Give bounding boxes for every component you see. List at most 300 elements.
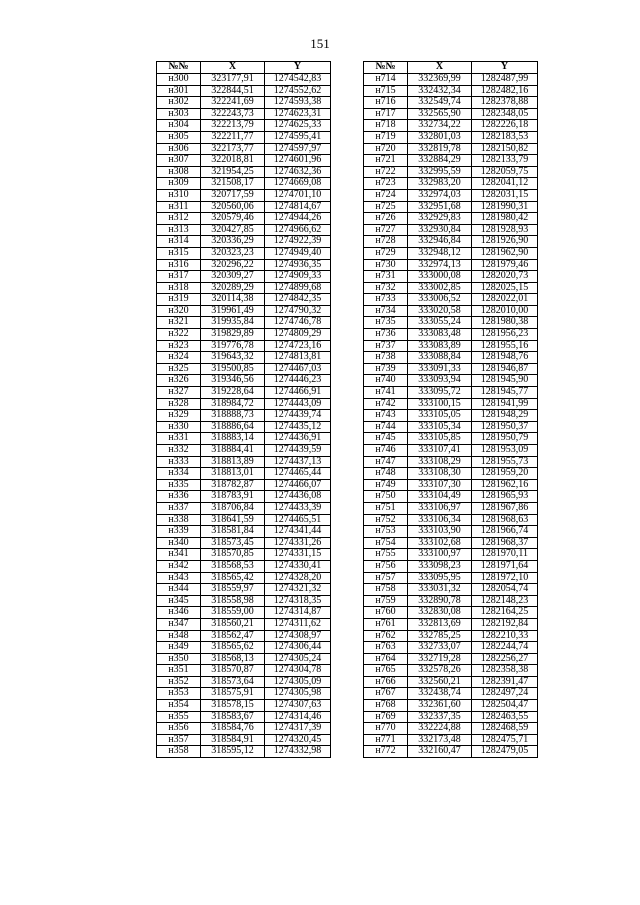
- y-coordinate-cell: 1274465,44: [265, 468, 331, 480]
- point-id-cell: н771: [364, 734, 408, 746]
- point-id-cell: н759: [364, 595, 408, 607]
- column-header-y: Y: [265, 62, 331, 74]
- table-row: [157, 97, 331, 109]
- y-coordinate-cell: 1282487,99: [472, 74, 538, 86]
- y-coordinate-cell: 1274701,10: [265, 189, 331, 201]
- point-id-cell: н342: [157, 560, 201, 572]
- x-coordinate-cell: 318641,59: [201, 514, 265, 526]
- table-row: [157, 282, 331, 294]
- y-coordinate-cell: 1281946,87: [472, 363, 538, 375]
- coordinates-table-right: [363, 61, 538, 758]
- y-coordinate-cell: 1274321,32: [265, 584, 331, 596]
- y-coordinate-cell: 1274439,74: [265, 410, 331, 422]
- point-id-cell: н331: [157, 433, 201, 445]
- x-coordinate-cell: 333102,68: [408, 537, 472, 549]
- y-coordinate-cell: 1281966,74: [472, 526, 538, 538]
- point-id-cell: н741: [364, 387, 408, 399]
- point-id-cell: н739: [364, 363, 408, 375]
- x-coordinate-cell: 333000,08: [408, 271, 472, 283]
- y-coordinate-cell: 1281945,77: [472, 387, 538, 399]
- table-row: [157, 340, 331, 352]
- y-coordinate-cell: 1281962,90: [472, 247, 538, 259]
- point-id-cell: н746: [364, 445, 408, 457]
- table-row: [157, 468, 331, 480]
- point-id-cell: н354: [157, 700, 201, 712]
- table-row: [364, 688, 538, 700]
- x-coordinate-cell: 333093,94: [408, 375, 472, 387]
- y-coordinate-cell: 1282183,53: [472, 131, 538, 143]
- point-id-cell: н738: [364, 352, 408, 364]
- x-coordinate-cell: 320114,38: [201, 294, 265, 306]
- table-row: [364, 271, 538, 283]
- point-id-cell: н315: [157, 247, 201, 259]
- x-coordinate-cell: 333020,58: [408, 305, 472, 317]
- y-coordinate-cell: 1274308,97: [265, 630, 331, 642]
- x-coordinate-cell: 332801,03: [408, 131, 472, 143]
- y-coordinate-cell: 1274437,13: [265, 456, 331, 468]
- point-id-cell: н762: [364, 630, 408, 642]
- table-row: [157, 224, 331, 236]
- table-row: [157, 630, 331, 642]
- table-row: [364, 85, 538, 97]
- table-row: [157, 259, 331, 271]
- point-id-cell: н731: [364, 271, 408, 283]
- x-coordinate-cell: 318813,01: [201, 468, 265, 480]
- x-coordinate-cell: 333105,34: [408, 421, 472, 433]
- point-id-cell: н718: [364, 120, 408, 132]
- y-coordinate-cell: 1282054,74: [472, 584, 538, 596]
- y-coordinate-cell: 1281980,42: [472, 213, 538, 225]
- table-row: [364, 491, 538, 503]
- y-coordinate-cell: 1281941,99: [472, 398, 538, 410]
- y-coordinate-cell: 1274966,62: [265, 224, 331, 236]
- x-coordinate-cell: 318559,00: [201, 607, 265, 619]
- y-coordinate-cell: 1281972,10: [472, 572, 538, 584]
- y-coordinate-cell: 1281926,90: [472, 236, 538, 248]
- x-coordinate-cell: 318562,47: [201, 630, 265, 642]
- x-coordinate-cell: 318568,53: [201, 560, 265, 572]
- y-coordinate-cell: 1281959,20: [472, 468, 538, 480]
- table-row: [157, 213, 331, 225]
- table-row: [364, 572, 538, 584]
- y-coordinate-cell: 1282041,12: [472, 178, 538, 190]
- table-row: [157, 700, 331, 712]
- x-coordinate-cell: 322211,77: [201, 131, 265, 143]
- y-coordinate-cell: 1274466,91: [265, 387, 331, 399]
- x-coordinate-cell: 318560,21: [201, 618, 265, 630]
- y-coordinate-cell: 1274320,45: [265, 734, 331, 746]
- point-id-cell: н727: [364, 224, 408, 236]
- point-id-cell: н340: [157, 537, 201, 549]
- x-coordinate-cell: 322844,51: [201, 85, 265, 97]
- x-coordinate-cell: 322213,79: [201, 120, 265, 132]
- x-coordinate-cell: 332974,13: [408, 259, 472, 271]
- x-coordinate-cell: 322173,77: [201, 143, 265, 155]
- x-coordinate-cell: 319776,78: [201, 340, 265, 352]
- x-coordinate-cell: 318558,98: [201, 595, 265, 607]
- table-row: [157, 387, 331, 399]
- table-row: [157, 271, 331, 283]
- point-id-cell: н750: [364, 491, 408, 503]
- table-row: [157, 305, 331, 317]
- point-id-cell: н328: [157, 398, 201, 410]
- point-id-cell: н761: [364, 618, 408, 630]
- x-coordinate-cell: 333083,89: [408, 340, 472, 352]
- y-coordinate-cell: 1274436,08: [265, 491, 331, 503]
- y-coordinate-cell: 1282133,79: [472, 155, 538, 167]
- y-coordinate-cell: 1282150,82: [472, 143, 538, 155]
- table-row: [157, 166, 331, 178]
- x-coordinate-cell: 320579,46: [201, 213, 265, 225]
- table-row: [157, 642, 331, 654]
- x-coordinate-cell: 332224,88: [408, 723, 472, 735]
- y-coordinate-cell: 1274465,51: [265, 514, 331, 526]
- y-coordinate-cell: 1282059,75: [472, 166, 538, 178]
- y-coordinate-cell: 1274433,39: [265, 502, 331, 514]
- y-coordinate-cell: 1274314,87: [265, 607, 331, 619]
- page-number: 151: [310, 36, 330, 51]
- table-row: [157, 375, 331, 387]
- y-coordinate-cell: 1274632,36: [265, 166, 331, 178]
- point-id-cell: н335: [157, 479, 201, 491]
- x-coordinate-cell: 332948,12: [408, 247, 472, 259]
- table-row: [364, 479, 538, 491]
- point-id-cell: н715: [364, 85, 408, 97]
- point-id-cell: н300: [157, 74, 201, 86]
- x-coordinate-cell: 320309,27: [201, 271, 265, 283]
- point-id-cell: н729: [364, 247, 408, 259]
- x-coordinate-cell: 333105,85: [408, 433, 472, 445]
- table-row: [364, 213, 538, 225]
- table-row: [157, 131, 331, 143]
- point-id-cell: н760: [364, 607, 408, 619]
- table-row: [364, 236, 538, 248]
- x-coordinate-cell: 318813,89: [201, 456, 265, 468]
- table-row: [157, 445, 331, 457]
- table-row: [364, 445, 538, 457]
- point-id-cell: н339: [157, 526, 201, 538]
- x-coordinate-cell: 333006,52: [408, 294, 472, 306]
- y-coordinate-cell: 1274944,26: [265, 213, 331, 225]
- table-row: [364, 653, 538, 665]
- x-coordinate-cell: 319346,56: [201, 375, 265, 387]
- point-id-cell: н307: [157, 155, 201, 167]
- x-coordinate-cell: 318559,97: [201, 584, 265, 596]
- table-row: [157, 491, 331, 503]
- y-coordinate-cell: 1274723,16: [265, 340, 331, 352]
- y-coordinate-cell: 1281956,23: [472, 329, 538, 341]
- table-row: [364, 746, 538, 758]
- x-coordinate-cell: 332830,08: [408, 607, 472, 619]
- y-coordinate-cell: 1274436,91: [265, 433, 331, 445]
- table-row: [364, 340, 538, 352]
- x-coordinate-cell: 333107,30: [408, 479, 472, 491]
- point-id-cell: н720: [364, 143, 408, 155]
- point-id-cell: н732: [364, 282, 408, 294]
- x-coordinate-cell: 320289,29: [201, 282, 265, 294]
- x-coordinate-cell: 332432,34: [408, 85, 472, 97]
- table-row: [157, 294, 331, 306]
- table-row: [157, 584, 331, 596]
- y-coordinate-cell: 1274314,46: [265, 711, 331, 723]
- y-coordinate-cell: 1274466,07: [265, 479, 331, 491]
- y-coordinate-cell: 1274625,33: [265, 120, 331, 132]
- point-id-cell: н345: [157, 595, 201, 607]
- table-row: [364, 607, 538, 619]
- table-row: [157, 201, 331, 213]
- y-coordinate-cell: 1282164,25: [472, 607, 538, 619]
- y-coordinate-cell: 1274899,68: [265, 282, 331, 294]
- table-row: [157, 155, 331, 167]
- point-id-cell: н724: [364, 189, 408, 201]
- x-coordinate-cell: 332337,35: [408, 711, 472, 723]
- table-row: [364, 352, 538, 364]
- point-id-cell: н311: [157, 201, 201, 213]
- point-id-cell: н742: [364, 398, 408, 410]
- y-coordinate-cell: 1282010,00: [472, 305, 538, 317]
- x-coordinate-cell: 333100,15: [408, 398, 472, 410]
- point-id-cell: н745: [364, 433, 408, 445]
- point-id-cell: н321: [157, 317, 201, 329]
- point-id-cell: н743: [364, 410, 408, 422]
- table-row: [157, 189, 331, 201]
- x-coordinate-cell: 332734,22: [408, 120, 472, 132]
- x-coordinate-cell: 318884,41: [201, 445, 265, 457]
- x-coordinate-cell: 332733,07: [408, 642, 472, 654]
- coordinates-table-left: [156, 61, 331, 758]
- y-coordinate-cell: 1274439,59: [265, 445, 331, 457]
- y-coordinate-cell: 1281955,73: [472, 456, 538, 468]
- x-coordinate-cell: 318584,76: [201, 723, 265, 735]
- column-header-x: X: [201, 62, 265, 74]
- table-row: [364, 723, 538, 735]
- y-coordinate-cell: 1274842,35: [265, 294, 331, 306]
- y-coordinate-cell: 1282031,15: [472, 189, 538, 201]
- table-row: [364, 595, 538, 607]
- x-coordinate-cell: 332819,78: [408, 143, 472, 155]
- x-coordinate-cell: 333095,72: [408, 387, 472, 399]
- point-id-cell: н312: [157, 213, 201, 225]
- y-coordinate-cell: 1274597,97: [265, 143, 331, 155]
- table-row: [157, 317, 331, 329]
- column-header-y: Y: [472, 62, 538, 74]
- table-row: [157, 502, 331, 514]
- x-coordinate-cell: 318570,85: [201, 549, 265, 561]
- point-id-cell: н766: [364, 676, 408, 688]
- point-id-cell: н757: [364, 572, 408, 584]
- x-coordinate-cell: 318565,62: [201, 642, 265, 654]
- table-row: [364, 630, 538, 642]
- point-id-cell: н753: [364, 526, 408, 538]
- x-coordinate-cell: 319643,32: [201, 352, 265, 364]
- x-coordinate-cell: 318886,64: [201, 421, 265, 433]
- x-coordinate-cell: 332361,60: [408, 700, 472, 712]
- y-coordinate-cell: 1282482,16: [472, 85, 538, 97]
- table-row: [364, 502, 538, 514]
- y-coordinate-cell: 1274790,32: [265, 305, 331, 317]
- x-coordinate-cell: 333031,32: [408, 584, 472, 596]
- point-id-cell: н763: [364, 642, 408, 654]
- table-row: [364, 526, 538, 538]
- point-id-cell: н357: [157, 734, 201, 746]
- table-row: [364, 259, 538, 271]
- point-id-cell: н358: [157, 746, 201, 758]
- point-id-cell: н752: [364, 514, 408, 526]
- x-coordinate-cell: 320336,29: [201, 236, 265, 248]
- y-coordinate-cell: 1274949,40: [265, 247, 331, 259]
- table-row: [157, 143, 331, 155]
- table-row: [364, 665, 538, 677]
- point-id-cell: н308: [157, 166, 201, 178]
- y-coordinate-cell: 1281945,90: [472, 375, 538, 387]
- table-row: [364, 224, 538, 236]
- table-row: [157, 618, 331, 630]
- y-coordinate-cell: 1274435,12: [265, 421, 331, 433]
- point-id-cell: н327: [157, 387, 201, 399]
- point-id-cell: н325: [157, 363, 201, 375]
- table-row: [157, 526, 331, 538]
- x-coordinate-cell: 332549,74: [408, 97, 472, 109]
- y-coordinate-cell: 1274809,29: [265, 329, 331, 341]
- point-id-cell: н772: [364, 746, 408, 758]
- x-coordinate-cell: 332369,99: [408, 74, 472, 86]
- table-row: [157, 456, 331, 468]
- y-coordinate-cell: 1281967,86: [472, 502, 538, 514]
- point-id-cell: н716: [364, 97, 408, 109]
- x-coordinate-cell: 332785,25: [408, 630, 472, 642]
- table-row: [157, 514, 331, 526]
- x-coordinate-cell: 332565,90: [408, 108, 472, 120]
- y-coordinate-cell: 1274330,41: [265, 560, 331, 572]
- table-row: [157, 560, 331, 572]
- point-id-cell: н301: [157, 85, 201, 97]
- y-coordinate-cell: 1274331,15: [265, 549, 331, 561]
- x-coordinate-cell: 332438,74: [408, 688, 472, 700]
- y-coordinate-cell: 1274601,96: [265, 155, 331, 167]
- point-id-cell: н767: [364, 688, 408, 700]
- point-id-cell: н749: [364, 479, 408, 491]
- y-coordinate-cell: 1274318,35: [265, 595, 331, 607]
- point-id-cell: н747: [364, 456, 408, 468]
- y-coordinate-cell: 1274331,26: [265, 537, 331, 549]
- x-coordinate-cell: 319829,89: [201, 329, 265, 341]
- table-row: [157, 746, 331, 758]
- point-id-cell: н740: [364, 375, 408, 387]
- point-id-cell: н336: [157, 491, 201, 503]
- x-coordinate-cell: 332560,21: [408, 676, 472, 688]
- point-id-cell: н303: [157, 108, 201, 120]
- table-row: [157, 734, 331, 746]
- y-coordinate-cell: 1274446,23: [265, 375, 331, 387]
- y-coordinate-cell: 1281970,11: [472, 549, 538, 561]
- point-id-cell: н721: [364, 155, 408, 167]
- table-row: [364, 711, 538, 723]
- table-row: [157, 537, 331, 549]
- y-coordinate-cell: 1282504,47: [472, 700, 538, 712]
- table-row: [364, 375, 538, 387]
- table-row: [364, 584, 538, 596]
- table-row: [157, 74, 331, 86]
- x-coordinate-cell: 319935,84: [201, 317, 265, 329]
- x-coordinate-cell: 323177,91: [201, 74, 265, 86]
- table-row: [364, 734, 538, 746]
- table-row: [364, 143, 538, 155]
- y-coordinate-cell: 1282358,38: [472, 665, 538, 677]
- x-coordinate-cell: 318568,13: [201, 653, 265, 665]
- point-id-cell: н714: [364, 74, 408, 86]
- table-row: [157, 410, 331, 422]
- y-coordinate-cell: 1274936,35: [265, 259, 331, 271]
- point-id-cell: н734: [364, 305, 408, 317]
- table-row: [364, 363, 538, 375]
- x-coordinate-cell: 318573,64: [201, 676, 265, 688]
- table-row: [364, 74, 538, 86]
- point-id-cell: н719: [364, 131, 408, 143]
- x-coordinate-cell: 322018,81: [201, 155, 265, 167]
- x-coordinate-cell: 318584,91: [201, 734, 265, 746]
- x-coordinate-cell: 332173,48: [408, 734, 472, 746]
- x-coordinate-cell: 333104,49: [408, 491, 472, 503]
- x-coordinate-cell: 333002,85: [408, 282, 472, 294]
- x-coordinate-cell: 318575,91: [201, 688, 265, 700]
- x-coordinate-cell: 333108,30: [408, 468, 472, 480]
- y-coordinate-cell: 1274552,62: [265, 85, 331, 97]
- y-coordinate-cell: 1274542,83: [265, 74, 331, 86]
- x-coordinate-cell: 320717,59: [201, 189, 265, 201]
- y-coordinate-cell: 1282210,33: [472, 630, 538, 642]
- point-id-cell: н351: [157, 665, 201, 677]
- x-coordinate-cell: 333105,05: [408, 410, 472, 422]
- table-row: [364, 456, 538, 468]
- table-row: [157, 85, 331, 97]
- table-row: [157, 688, 331, 700]
- y-coordinate-cell: 1281948,76: [472, 352, 538, 364]
- table-row: [157, 711, 331, 723]
- point-id-cell: н319: [157, 294, 201, 306]
- x-coordinate-cell: 318565,42: [201, 572, 265, 584]
- y-coordinate-cell: 1274593,38: [265, 97, 331, 109]
- x-coordinate-cell: 322243,73: [201, 108, 265, 120]
- table-row: [157, 421, 331, 433]
- point-id-cell: н305: [157, 131, 201, 143]
- y-coordinate-cell: 1281948,29: [472, 410, 538, 422]
- x-coordinate-cell: 321508,17: [201, 178, 265, 190]
- x-coordinate-cell: 333107,41: [408, 445, 472, 457]
- x-coordinate-cell: 319500,85: [201, 363, 265, 375]
- y-coordinate-cell: 1282348,05: [472, 108, 538, 120]
- point-id-cell: н744: [364, 421, 408, 433]
- table-row: [364, 282, 538, 294]
- table-row: [364, 514, 538, 526]
- point-id-cell: н309: [157, 178, 201, 190]
- table-row: [364, 410, 538, 422]
- table-row: [364, 201, 538, 213]
- x-coordinate-cell: 332946,84: [408, 236, 472, 248]
- y-coordinate-cell: 1281955,16: [472, 340, 538, 352]
- table-row: [157, 247, 331, 259]
- point-id-cell: н765: [364, 665, 408, 677]
- y-coordinate-cell: 1274813,81: [265, 352, 331, 364]
- x-coordinate-cell: 332974,03: [408, 189, 472, 201]
- y-coordinate-cell: 1274305,24: [265, 653, 331, 665]
- point-id-cell: н764: [364, 653, 408, 665]
- y-coordinate-cell: 1282244,74: [472, 642, 538, 654]
- table-header-row: [364, 62, 538, 74]
- x-coordinate-cell: 319228,64: [201, 387, 265, 399]
- table-row: [364, 468, 538, 480]
- y-coordinate-cell: 1274304,78: [265, 665, 331, 677]
- y-coordinate-cell: 1282148,23: [472, 595, 538, 607]
